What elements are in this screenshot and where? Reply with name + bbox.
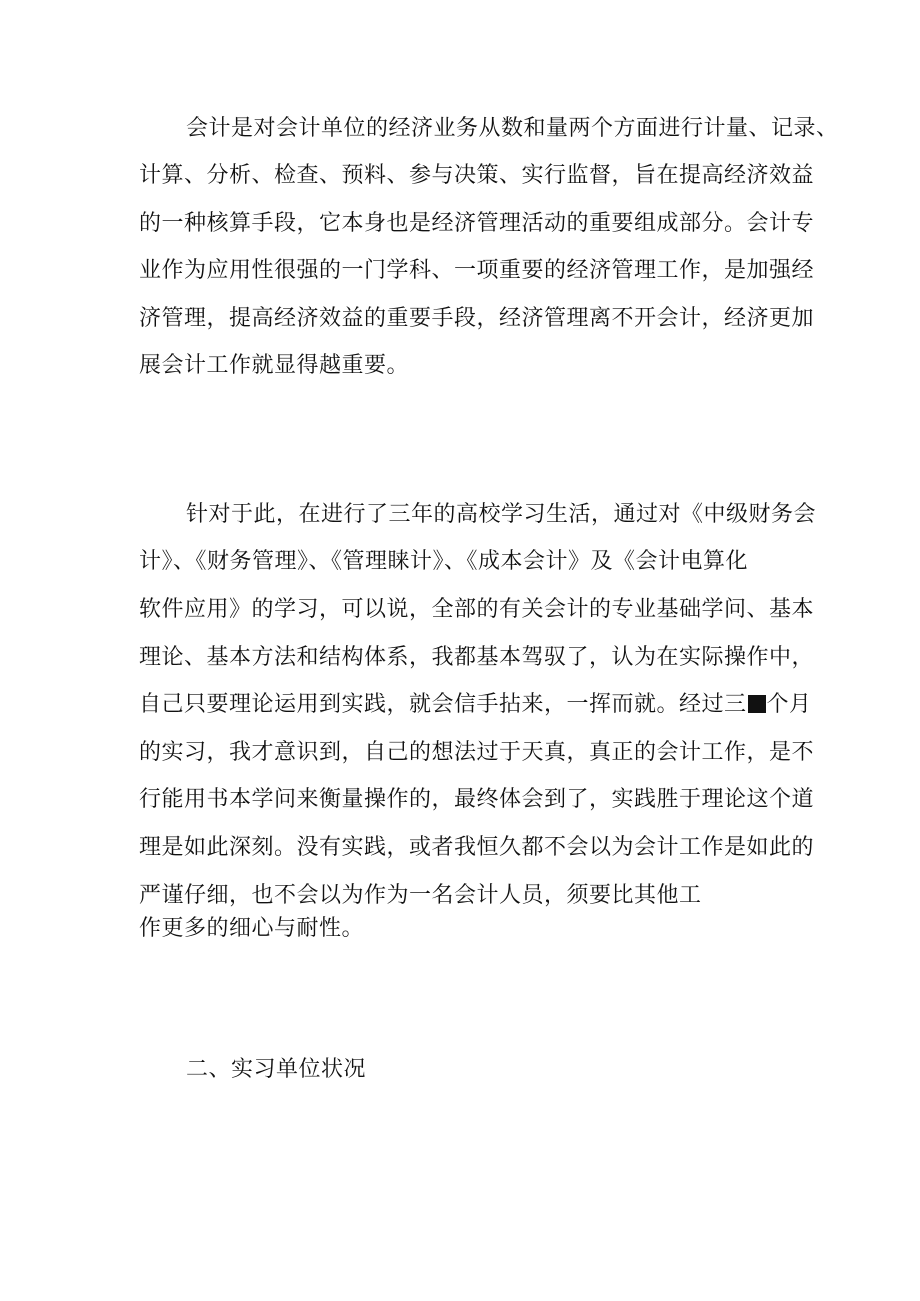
paragraph-1-line-5: 济管理，提高经济效益的重要手段，经济管理离不开会计，经济更加 [139,306,815,331]
paragraph-1-line-3: 的一种核算手段，它本身也是经济管理活动的重要组成部分。会计专 [139,211,815,236]
paragraph-2-line-5-tail: 个月 [766,692,812,717]
paragraph-1-line-4: 业作为应用性很强的一门学科、一项重要的经济管理工作，是加强经 [139,258,815,283]
paragraph-1-line-1: 会计是对会计单位的经济业务从数和量两个方面进行计量、记录、 [186,116,839,141]
paragraph-2-line-3: 软件应用》的学习，可以说，全部的有关会计的专业基础学问、基本 [139,597,815,622]
redaction-block [748,695,766,713]
paragraph-2-line-5-head: 自己只要理论运用到实践，就会信手拈来，一挥而就。经过三 [139,692,747,717]
section-heading: 二、实习单位状况 [186,1057,367,1082]
paragraph-2-line-8: 理是如此深刻。没有实践，或者我恒久都不会以为会计工作是如此的 [139,835,815,860]
paragraph-1-line-2: 计算、分析、检查、预料、参与决策、实行监督，旨在提高经济效益 [139,163,815,188]
paragraph-2-line-9: 严谨仔细，也不会以为作为一名会计人员，须要比其他工 [139,883,702,908]
paragraph-2-line-4: 理论、基本方法和结构体系，我都基本驾驭了，认为在实际操作中， [139,645,815,670]
paragraph-2-line-7: 行能用书本学问来衡量操作的，最终体会到了，实践胜于理论这个道 [139,787,815,812]
paragraph-2-line-10: 作更多的细心与耐性。 [139,916,365,941]
paragraph-1-line-6: 展会计工作就显得越重要。 [139,353,410,378]
paragraph-2-line-1: 针对于此，在进行了三年的高校学习生活，通过对《中级财务会 [186,502,817,527]
paragraph-2-line-5 [139,690,812,720]
paragraph-2-line-2: 计》、《财务管理》、《管理睐计》、《成本会计》及《会计电算化 [139,549,749,574]
paragraph-2-line-6: 的实习，我才意识到，自己的想法过于天真，真正的会计工作，是不 [139,740,815,765]
